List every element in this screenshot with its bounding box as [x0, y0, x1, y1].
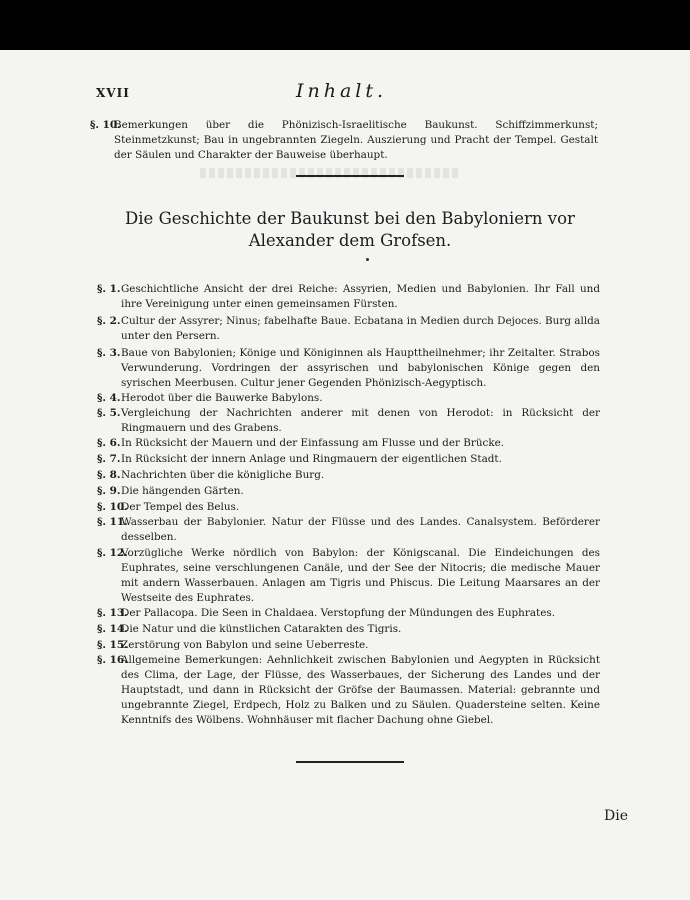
entry-text: Der Tempel des Belus.: [121, 501, 240, 513]
section-number: §. 14.: [97, 623, 128, 635]
toc-entry: [97, 346, 600, 391]
toc-entry: [90, 118, 598, 163]
section-number: §. 4.: [97, 392, 121, 404]
entry-text: Vorzügliche Werke nördlich von Babylon: der Königscanal. Die Eindeichungen des Euphrates, seine verschlungenen Canäle, und der See der Nitocris; die medische Mauer mit andern Wasserbauen. Anlagen am Tigris und Phiscus. Die Leitung Maarsares an der Westseite des Euphrates.: [121, 547, 600, 604]
page-number: XVII: [96, 86, 130, 100]
section-number: §. 10.: [97, 501, 128, 513]
section-number: §. 9.: [97, 485, 121, 497]
section-number: §. 8.: [97, 469, 121, 481]
toc-entry: [97, 638, 600, 653]
toc-entry: [97, 622, 600, 637]
section-number: §. 11.: [97, 516, 128, 528]
entry-text: Herodot über die Bauwerke Babylons.: [121, 392, 323, 404]
toc-entry: [97, 653, 600, 728]
toc-entry: [97, 391, 600, 406]
toc-entry: [97, 436, 600, 451]
toc-entry: [97, 500, 600, 515]
toc-entry: [97, 282, 600, 312]
entry-text: Nachrichten über die königliche Burg.: [121, 469, 325, 481]
section-number: §. 3.: [97, 347, 121, 359]
toc-entry: [97, 314, 600, 344]
toc-entry: [97, 515, 600, 545]
bleed-through: [200, 168, 460, 178]
section-number: §. 1.: [97, 283, 121, 295]
entry-text: In Rücksicht der innern Anlage und Ringmauern der eigentlichen Stadt.: [121, 453, 502, 465]
separator-rule: [296, 175, 404, 177]
entry-text: Die Natur und die künstlichen Catarakten des Tigris.: [121, 623, 402, 635]
entry-text: Die hängenden Gärten.: [121, 485, 244, 497]
toc-entry: [97, 406, 600, 436]
entry-text: Zerstörung von Babylon und seine Ueberreste.: [121, 639, 369, 651]
entry-text: Allgemeine Bemerkungen: Aehnlichkeit zwischen Babylonien und Aegypten in Rücksicht des Clima, der Lage, der Flüsse, des Wasserbaues, der Sicherung des Landes und der Hauptstadt, und dann in Rücksicht der Gröfse der Baumassen. Material: gebrannte und ungebrannte Ziegel, Erdpech, Holz zu Balken und zu Säulen. Quadersteine selten. Keine Kenntnifs des Wölbens. Wohnhäuser mit flacher Dachung ohne Giebel.: [121, 654, 600, 726]
toc-entry: [97, 468, 600, 483]
separator-rule: [296, 761, 404, 763]
entry-text: Wasserbau der Babylonier. Natur der Flüsse und des Landes. Canalsystem. Beförderer desselben.: [121, 516, 600, 543]
section-number: §. 10.: [90, 119, 121, 131]
running-title: Inhalt.: [296, 80, 388, 102]
toc-entry: [97, 484, 600, 499]
book-page: [0, 50, 690, 900]
entry-text: Vergleichung der Nachrichten anderer mit denen von Herodot: in Rücksicht der Ringmauern und des Grabens.: [121, 407, 600, 434]
entry-text: Bemerkungen über die Phönizisch-Israelitische Baukunst. Schiffzimmerkunst; Steinmetzkunst; Bau in ungebrannten Ziegeln. Auszierung und Pracht der Tempel. Gestalt der Säulen und Charakter der Bauweise überhaupt.: [114, 119, 598, 161]
entry-text: Cultur der Assyrer; Ninus; fabelhafte Baue. Ecbatana in Medien durch Dejoces. Burg allda unter den Persern.: [121, 315, 600, 342]
toc-entry: [97, 452, 600, 467]
chapter-title-line-2: Alexander dem Grofsen.: [248, 231, 452, 250]
section-number: §. 12.: [97, 547, 128, 559]
toc-entry: [97, 606, 600, 621]
section-number: §. 13.: [97, 607, 128, 619]
section-number: §. 2.: [97, 315, 121, 327]
section-number: §. 15.: [97, 639, 128, 651]
toc-entry: [97, 546, 600, 606]
page-header: [96, 80, 630, 102]
ornament-dot: [366, 258, 369, 261]
entry-text: Baue von Babylonien; Könige und Königinnen als Haupttheilnehmer; ihr Zeitalter. Strabos Verwunderung. Vordringen der assyrischen und babylonischen Könige gegen den syrischen Meerbusen. Cultur jener Gegenden Phönizisch-Aegyptisch.: [121, 347, 600, 389]
chapter-title-line-1: Die Geschichte der Baukunst bei den Babyloniern vor: [125, 209, 575, 228]
section-number: §. 6.: [97, 437, 121, 449]
entry-text: Der Pallacopa. Die Seen in Chaldaea. Verstopfung der Mündungen des Euphrates.: [121, 607, 555, 619]
section-number: §. 5.: [97, 407, 121, 419]
catchword: Die: [604, 808, 628, 824]
section-number: §. 16.: [97, 654, 128, 666]
entry-text: In Rücksicht der Mauern und der Einfassung am Flusse und der Brücke.: [121, 437, 505, 449]
entry-text: Geschichtliche Ansicht der drei Reiche: Assyrien, Medien und Babylonien. Ihr Fall und ihre Vereinigung unter einen gemeinsamen Fürsten.: [121, 283, 600, 310]
section-number: §. 7.: [97, 453, 121, 465]
